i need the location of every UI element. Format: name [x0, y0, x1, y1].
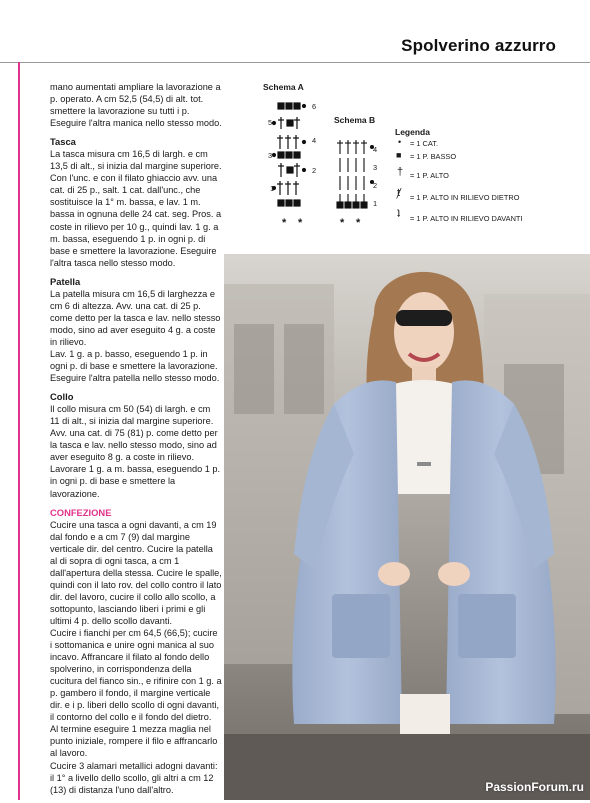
confezione-paragraph-1: Cucire una tasca a ogni davanti, a cm 19 dal fondo e a cm 7 (9) dal margine verticale dir. del centro. Cucire la patella al di sopra di ogni tasca, a cm 1 dall'apertura della stessa. Cucire le spalle, quindi con il lato rov. del collo contro il lato dir. del lavoro, cucire il collo allo scollo, a sottopunto, lasciando liberi i primi e gli ultimi 4 p. dello scollo davanti.	[50, 519, 222, 626]
collo-paragraph-1: Il collo misura cm 50 (54) di largh. e cm 11 di alt., si inizia dal margine superiore. Avv. una cat. di 75 (81) p. come detto per la tasca e lav. nello stesso modo, sino ad aver eseguito 8 g. a coste in rilievo.	[50, 404, 218, 463]
schema-b-repeat-mark-1: *	[340, 217, 345, 229]
accent-side-bar	[18, 62, 20, 800]
schema-b-row-1: 1	[373, 199, 378, 208]
schema-a-row-4: 4	[312, 136, 317, 145]
schema-b-repeat-mark-2: *	[356, 217, 361, 229]
confezione-paragraph-2: Cucire i fianchi per cm 64,5 (66,5); cucire i sottomanica e unire ogni manica al suo incavo. Affrancare il filato al fondo dello spolverino, in corrispondenza della cucitura del fianco sin., e rifinire con 1 g. a p. gambero il fondo, il margine verticale dir. e i p. liberi dello scollo di ogni davanti, il contorno del collo e il fondo del dietro.	[50, 628, 222, 723]
legend-title: Legenda	[395, 127, 430, 137]
confezione-paragraph-3: Al termine eseguire 1 mezza maglia nel punto iniziale, rompere il filo e affrancarlo al lavoro.	[50, 724, 218, 759]
model-photo	[224, 254, 590, 800]
legend-single-crochet-icon: ■	[396, 150, 402, 160]
schema-a-row-6: 6	[312, 102, 317, 111]
instructions-column	[50, 81, 222, 803]
legend-double-crochet-icon: †	[397, 166, 404, 178]
schema-a-row-1: 1	[270, 184, 275, 193]
schema-a-row-2: 2	[312, 166, 317, 175]
schema-b-row-4: 4	[373, 145, 378, 154]
schema-a-row-3: 3	[268, 151, 273, 160]
schema-b-row-2: 2	[373, 181, 378, 190]
legend-double-crochet-label: = 1 P. ALTO	[410, 171, 449, 180]
tasca-paragraph: La tasca misura cm 16,5 di largh. e cm 13,5 di alt., si inizia dal margine superiore. Con l'unc. e con il filato ghiaccio avv. una cat. di 25 p., salt. 1 cat. dall'unc., che sostituisce la 1° m. bassa, e lav. 1 m. bassa in ognuna delle 24 cat. seg. Pros. a coste in rilievo per 10 g., quindi lav. 1 g. a m. bassa, eseguendo 1 p. in ogni p. di base e smettere la lavorazione. Eseguire l'altra tasca nello stesso modo.	[50, 149, 222, 268]
header-rule	[0, 62, 590, 63]
legend-front-post-label: = 1 P. ALTO IN RILIEVO DAVANTI	[410, 214, 523, 223]
section-title-confezione: CONFEZIONE	[50, 506, 112, 518]
schema-a-title: Schema A	[263, 82, 304, 92]
model-photo-illustration	[224, 254, 590, 800]
confezione-paragraph-4: Cucire 3 alamari metallici adogni davanti: il 1° a livello dello scollo, gli altri a cm 12 (13) di distanza l'uno dall'altro.	[50, 760, 218, 795]
legend-front-post-icon: ʇ	[397, 208, 401, 220]
patella-paragraph-2: Lav. 1 g. a p. basso, eseguendo 1 p. in ogni p. di base e smettere la lavorazione. Eseguire l'altra patella nello stesso modo.	[50, 348, 220, 384]
legend-back-post-label: = 1 P. ALTO IN RILIEVO DIETRO	[410, 193, 520, 202]
schema-b-title: Schema B	[334, 115, 376, 125]
page-title: Spolverino azzurro	[401, 36, 556, 55]
legend-chain-icon: •	[398, 137, 402, 147]
schema-a-diagram	[262, 95, 332, 230]
watermark-text: PassionForum.ru	[485, 780, 584, 794]
schema-b-row-3: 3	[373, 163, 378, 172]
schema-a-repeat-mark-2: *	[298, 217, 303, 229]
legend-back-post-icon: ⱦ	[397, 187, 401, 199]
section-title-collo: Collo	[50, 391, 74, 403]
legend-chain-label: = 1 CAT.	[410, 139, 438, 148]
section-title-tasca: Tasca	[50, 136, 76, 148]
collo-paragraph-2: Lavorare 1 g. a m. bassa, eseguendo 1 p. in ogni p. di base e smettere la lavorazione.	[50, 464, 221, 499]
section-title-patella: Patella	[50, 275, 81, 287]
schema-a-row-5: 5	[268, 118, 273, 127]
patella-paragraph-1: La patella misura cm 16,5 di larghezza e cm 6 di altezza. Avv. una cat. di 25 p. come detto per la tasca e lav. nello stesso modo, sino ad aver eseguito 4 g. a coste in rilievo.	[50, 288, 221, 347]
intro-paragraph: mano aumentati ampliare la lavorazione a p. operato. A cm 52,5 (54,5) di alt. tot. smettere la lavorazione su tutti i p. Eseguire l'altra manica nello stesso modo.	[50, 82, 222, 129]
legend-single-crochet-label: = 1 P. BASSO	[410, 152, 457, 161]
schema-a-repeat-mark-1: *	[282, 217, 287, 229]
